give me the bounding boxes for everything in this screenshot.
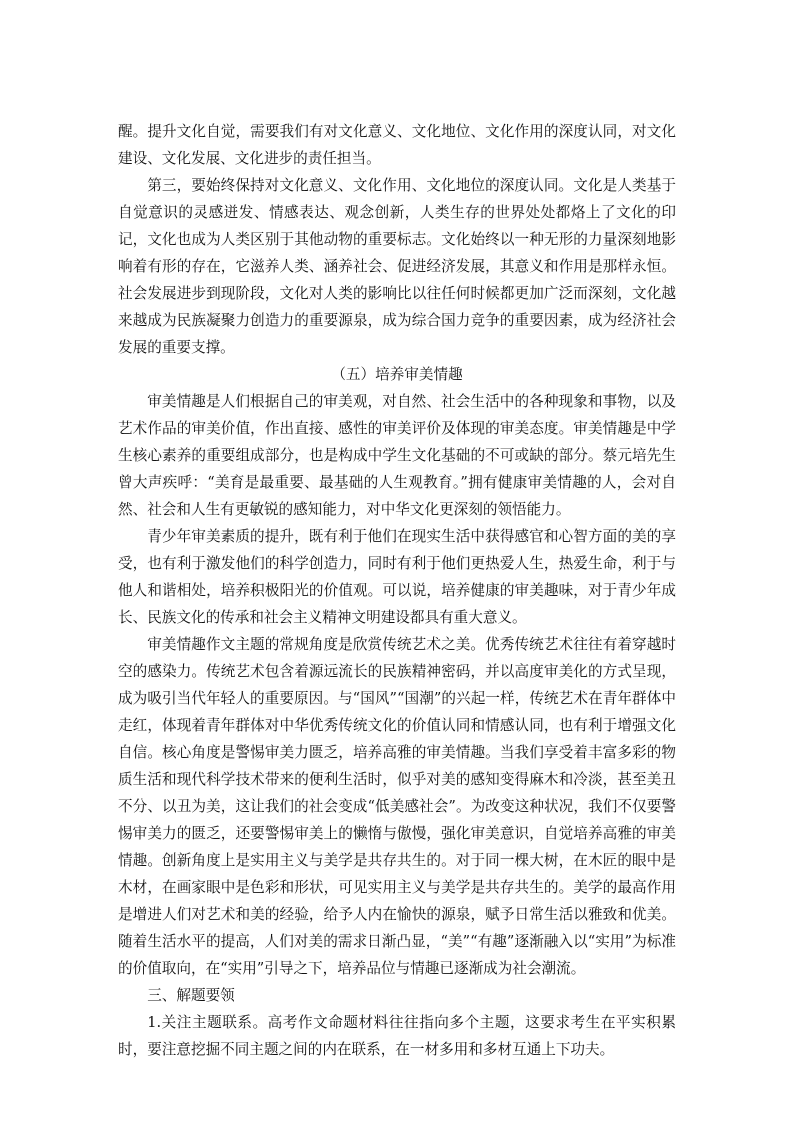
section-heading-solving: 三、解题要领 [147,987,235,1004]
paragraph-theme-connection: 1.关注主题联系。高考作文命题材料往往指向多个主题，这要求考生在平实积累时，要注意挖掘不同主题之间的内在联系，在一材多用和多材互通上下功夫。 [118,1014,676,1058]
document-page [118,118,676,1063]
paragraph-aesthetic-angles: 审美情趣作文主题的常规角度是欣赏传统艺术之美。优秀传统艺术往往有着穿越时空的感染力。传统艺术包含着源远流长的民族精神密码，并以高度审美化的方式呈现，成为吸引当代年轻人的重要原因。与“国风”“国潮”的兴起一样，传统艺术在青年群体中走红，体现着青年群体对中华优秀传统文化的价值认同和情感认同，也有利于增强文化自信。核心角度是警惕审美力匮乏，培养高雅的审美情趣。当我们享受着丰富多彩的物质生活和现代科学技术带来的便利生活时，似乎对美的感知变得麻木和冷淡，甚至美丑不分、以丑为美，这让我们的社会变成“低美感社会”。为改变这种状况，我们不仅要警惕审美力的匮乏，还要警惕审美上的懒惰与傲慢，强化审美意识，自觉培养高雅的审美情趣。创新角度上是实用主义与美学是共存共生的。对于同一棵大树，在木匠的眼中是木材，在画家眼中是色彩和形状，可见实用主义与美学是共存共生的。美学的最高作用是增进人们对艺术和美的经验，给予人内在愉快的源泉，赋予日常生活以雅致和优美。随着生活水平的提高，人们对美的需求日渐凸显，“美”“有趣”逐渐融入以“实用”为标准的价值取向，在“实用”引导之下，培养品位与情趣已逐渐成为社会潮流。 [118,636,676,977]
paragraph-aesthetic-definition: 审美情趣是人们根据自己的审美观，对自然、社会生活中的各种现象和事物，以及艺术作品的审美价值，作出直接、感性的审美评价及体现的审美态度。审美情趣是中学生核心素养的重要组成部分，也是构成中学生文化基础的不可或缺的部分。蔡元培先生曾大声疾呼：“美育是最重要、最基础的人生观教育。”拥有健康审美情趣的人，会对自然、社会和人生有更敏锐的感知能力，对中华文化更深刻的领悟能力。 [118,393,676,518]
paragraph-continued: 醒。提升文化自觉，需要我们有对文化意义、文化地位、文化作用的深度认同，对文化建设、文化发展、文化进步的责任担当。 [118,123,676,167]
paragraph-cultural-identity: 第三，要始终保持对文化意义、文化作用、文化地位的深度认同。文化是人类基于自觉意识的灵感迸发、情感表达、观念创新，人类生存的世界处处都烙上了文化的印记，文化也成为人类区别于其他动物的重要标志。文化始终以一种无形的力量深刻地影响着有形的存在，它滋养人类、涵养社会、促进经济发展，其意义和作用是那样永恒。社会发展进步到现阶段，文化对人类的影响比以往任何时候都更加广泛而深刻，文化越来越成为民族凝聚力创造力的重要源泉，成为综合国力竞争的重要因素，成为经济社会发展的重要支撑。 [118,177,676,356]
section-heading-aesthetic: （五）培养审美情趣 [331,366,463,383]
paragraph-youth-aesthetic: 青少年审美素质的提升，既有利于他们在现实生活中获得感官和心智方面的美的享受，也有利于激发他们的科学创造力，同时有利于他们更热爱人生，热爱生命，利于与他人和谐相处，培养积极阳光的价值观。可以说，培养健康的审美趣味，对于青少年成长、民族文化的传承和社会主义精神文明建设都具有重大意义。 [118,528,676,626]
